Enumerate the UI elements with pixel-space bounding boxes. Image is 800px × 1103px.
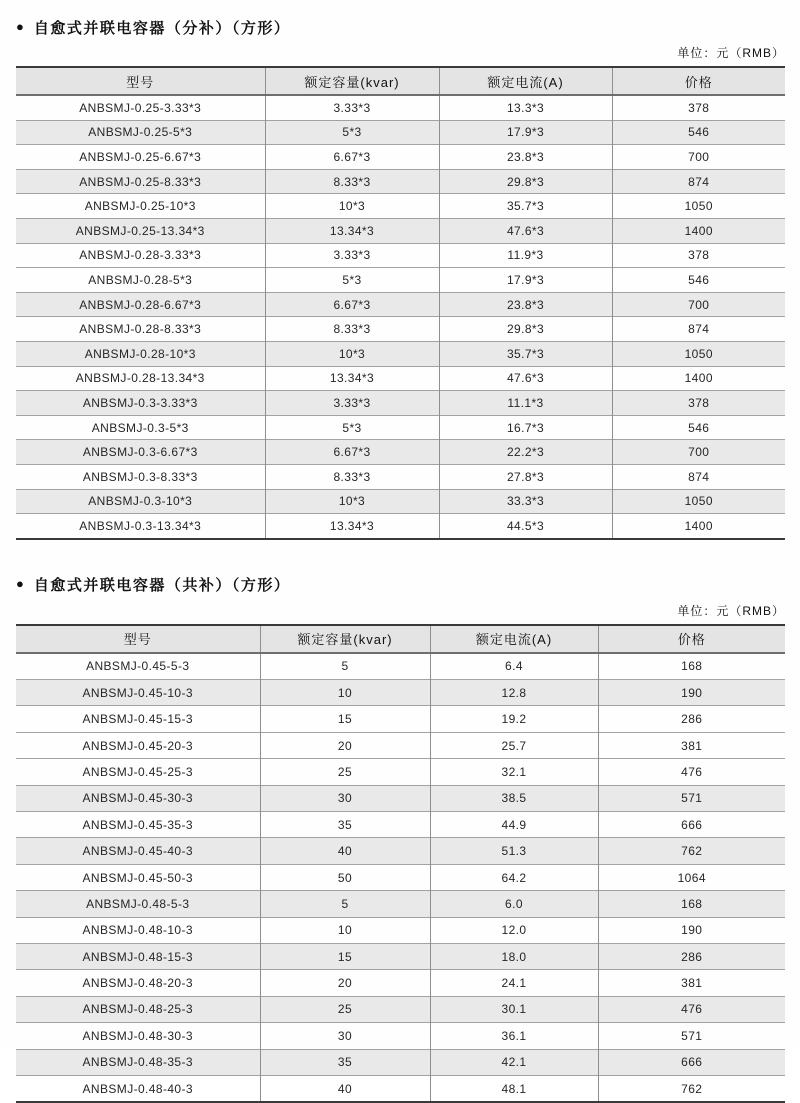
column-header-price: 价格 (598, 625, 785, 653)
price-cell: 381 (598, 732, 785, 758)
table-row (16, 391, 785, 416)
price-cell: 1400 (612, 218, 785, 243)
price-table-fenbu (16, 66, 785, 540)
price-cell: 286 (598, 706, 785, 732)
table-row (16, 891, 785, 917)
model-cell: ANBSMJ-0.3-3.33*3 (16, 391, 265, 416)
current-cell: 24.1 (430, 970, 598, 996)
model-cell: ANBSMJ-0.45-5-3 (86, 659, 190, 674)
current-cell: 23.8*3 (439, 145, 612, 170)
price-cell: 666 (598, 812, 785, 838)
price-cell: 874 (612, 464, 785, 489)
table-row (16, 943, 785, 969)
table-row (16, 415, 785, 440)
section-capacitor-fenbu (16, 17, 785, 540)
current-cell: 44.9 (430, 812, 598, 838)
capacity-cell: 5*3 (265, 120, 439, 145)
model-cell: ANBSMJ-0.45-20-3 (16, 732, 260, 758)
current-cell: 29.8*3 (439, 317, 612, 342)
current-cell: 44.5*3 (439, 514, 612, 539)
capacity-cell: 25 (260, 759, 430, 785)
price-cell: 700 (612, 440, 785, 465)
section-title: 自愈式并联电容器（分补）（方形） (33, 19, 291, 37)
model-cell: ANBSMJ-0.28-10*3 (16, 341, 265, 366)
price-cell: 700 (612, 292, 785, 317)
current-cell: 29.8*3 (439, 169, 612, 194)
table-row (16, 812, 785, 838)
model-cell: ANBSMJ-0.45-40-3 (16, 838, 260, 864)
section-capacitor-gongbu (16, 575, 785, 1103)
section-title-row (16, 17, 785, 37)
price-cell: 546 (612, 415, 785, 440)
capacity-cell: 6.67*3 (265, 145, 439, 170)
model-cell: ANBSMJ-0.25-6.67*3 (16, 145, 265, 170)
table-row (16, 680, 785, 706)
current-cell: 16.7*3 (439, 415, 612, 440)
table-row (16, 838, 785, 864)
capacity-cell: 35 (260, 1049, 430, 1075)
table-row (16, 996, 785, 1022)
capacity-cell: 15 (260, 943, 430, 969)
capacity-cell: 10 (260, 680, 430, 706)
current-cell: 23.8*3 (439, 292, 612, 317)
table-row (16, 917, 785, 943)
table-row (16, 653, 785, 680)
table-row (16, 706, 785, 732)
column-header-model: 型号 (16, 67, 265, 95)
model-cell: ANBSMJ-0.48-35-3 (16, 1049, 260, 1075)
bullet-icon: ● (16, 576, 24, 592)
capacity-cell: 5*3 (265, 415, 439, 440)
price-cell: 700 (612, 145, 785, 170)
capacity-cell: 15 (260, 706, 430, 732)
model-cell: ANBSMJ-0.25-3.33*3 (79, 100, 202, 115)
price-cell: 190 (598, 917, 785, 943)
column-header-price: 价格 (612, 67, 785, 95)
current-cell: 27.8*3 (439, 464, 612, 489)
model-cell: ANBSMJ-0.48-5-3 (16, 891, 260, 917)
price-cell: 762 (598, 1075, 785, 1102)
table-header-row (16, 67, 785, 95)
model-cell: ANBSMJ-0.3-8.33*3 (16, 464, 265, 489)
current-cell: 17.9*3 (439, 268, 612, 293)
table-row (16, 514, 785, 539)
price-cell: 381 (598, 970, 785, 996)
table-row (16, 243, 785, 268)
table-row (16, 317, 785, 342)
table-row (16, 464, 785, 489)
model-cell: ANBSMJ-0.3-10*3 (16, 489, 265, 514)
column-header-current: 额定电流(A) (439, 67, 612, 95)
current-cell: 19.2 (430, 706, 598, 732)
table-row (16, 292, 785, 317)
capacity-cell: 6.67*3 (265, 440, 439, 465)
current-cell: 12.8 (430, 680, 598, 706)
table-row (16, 95, 785, 120)
model-cell: ANBSMJ-0.45-10-3 (16, 680, 260, 706)
capacity-cell: 5 (260, 891, 430, 917)
current-cell: 11.1*3 (439, 391, 612, 416)
current-cell: 33.3*3 (439, 489, 612, 514)
price-cell: 874 (612, 169, 785, 194)
price-cell: 546 (612, 120, 785, 145)
price-cell: 1400 (612, 514, 785, 539)
price-cell: 874 (612, 317, 785, 342)
model-cell: ANBSMJ-0.28-13.34*3 (16, 366, 265, 391)
current-cell: 35.7*3 (439, 341, 612, 366)
table-row (16, 1075, 785, 1102)
capacity-cell: 3.33*3 (265, 391, 439, 416)
capacity-cell: 50 (260, 864, 430, 890)
table-row (16, 440, 785, 465)
capacity-cell: 13.34*3 (265, 514, 439, 539)
capacity-cell: 10*3 (265, 341, 439, 366)
current-cell: 36.1 (430, 1023, 598, 1049)
current-cell: 35.7*3 (439, 194, 612, 219)
price-cell: 1050 (612, 194, 785, 219)
section-title: 自愈式并联电容器（共补）（方形） (33, 577, 291, 595)
unit-label: 单位：元（RMB） (677, 603, 785, 618)
current-cell: 47.6*3 (439, 366, 612, 391)
capacity-cell: 20 (260, 732, 430, 758)
capacity-cell: 20 (260, 970, 430, 996)
table-row (16, 120, 785, 145)
price-cell: 378 (612, 391, 785, 416)
price-cell: 190 (598, 680, 785, 706)
model-cell: ANBSMJ-0.48-15-3 (16, 943, 260, 969)
price-cell: 546 (612, 268, 785, 293)
table-row (16, 1049, 785, 1075)
model-cell: ANBSMJ-0.45-30-3 (16, 785, 260, 811)
bullet-icon: ● (16, 18, 24, 34)
current-cell: 38.5 (430, 785, 598, 811)
table-header-row (16, 625, 785, 653)
capacity-cell: 30 (260, 785, 430, 811)
capacity-cell: 8.33*3 (265, 169, 439, 194)
table-row (16, 864, 785, 890)
table-row (16, 341, 785, 366)
model-cell: ANBSMJ-0.48-30-3 (16, 1023, 260, 1049)
model-cell: ANBSMJ-0.45-15-3 (16, 706, 260, 732)
current-cell: 48.1 (430, 1075, 598, 1102)
current-cell: 47.6*3 (439, 218, 612, 243)
price-cell: 1050 (612, 489, 785, 514)
capacity-cell: 5 (260, 653, 430, 680)
capacity-cell: 25 (260, 996, 430, 1022)
current-cell: 12.0 (430, 917, 598, 943)
price-cell: 666 (598, 1049, 785, 1075)
current-cell: 25.7 (430, 732, 598, 758)
column-header-model: 型号 (16, 625, 260, 653)
current-cell: 64.2 (430, 864, 598, 890)
capacity-cell: 35 (260, 812, 430, 838)
model-cell: ANBSMJ-0.25-10*3 (16, 194, 265, 219)
model-cell: ANBSMJ-0.28-3.33*3 (16, 243, 265, 268)
price-cell: 1064 (598, 864, 785, 890)
capacity-cell: 10 (260, 917, 430, 943)
model-cell: ANBSMJ-0.3-6.67*3 (16, 440, 265, 465)
capacity-cell: 8.33*3 (265, 464, 439, 489)
column-header-current: 额定电流(A) (430, 625, 598, 653)
table-row (16, 732, 785, 758)
price-cell: 1400 (612, 366, 785, 391)
price-table-gongbu (16, 624, 785, 1103)
price-cell: 476 (598, 996, 785, 1022)
model-cell: ANBSMJ-0.3-5*3 (16, 415, 265, 440)
price-cell: 476 (598, 759, 785, 785)
model-cell: ANBSMJ-0.45-25-3 (16, 759, 260, 785)
price-cell: 168 (598, 653, 785, 680)
price-cell: 378 (612, 243, 785, 268)
capacity-cell: 8.33*3 (265, 317, 439, 342)
table-row (16, 970, 785, 996)
current-cell: 51.3 (430, 838, 598, 864)
current-cell: 42.1 (430, 1049, 598, 1075)
capacity-cell: 6.67*3 (265, 292, 439, 317)
current-cell: 32.1 (430, 759, 598, 785)
model-cell: ANBSMJ-0.45-50-3 (16, 864, 260, 890)
model-cell: ANBSMJ-0.25-8.33*3 (16, 169, 265, 194)
section-title-row (16, 575, 785, 595)
table-row (16, 218, 785, 243)
current-cell: 18.0 (430, 943, 598, 969)
table-row (16, 489, 785, 514)
price-cell: 378 (612, 95, 785, 120)
model-cell: ANBSMJ-0.48-20-3 (16, 970, 260, 996)
table-row (16, 145, 785, 170)
current-cell: 22.2*3 (439, 440, 612, 465)
table-row (16, 759, 785, 785)
capacity-cell: 40 (260, 838, 430, 864)
capacity-cell: 30 (260, 1023, 430, 1049)
price-cell: 571 (598, 785, 785, 811)
capacity-cell: 3.33*3 (265, 243, 439, 268)
capacity-cell: 10*3 (265, 194, 439, 219)
table-row (16, 268, 785, 293)
column-header-capacity: 额定容量(kvar) (260, 625, 430, 653)
column-header-capacity: 额定容量(kvar) (265, 67, 439, 95)
table-row (16, 169, 785, 194)
price-cell: 762 (598, 838, 785, 864)
capacity-cell: 13.34*3 (265, 218, 439, 243)
current-cell: 6.4 (430, 653, 598, 680)
capacity-cell: 40 (260, 1075, 430, 1102)
capacity-cell: 3.33*3 (265, 95, 439, 120)
current-cell: 30.1 (430, 996, 598, 1022)
table-row (16, 785, 785, 811)
capacity-cell: 5*3 (265, 268, 439, 293)
price-cell: 1050 (612, 341, 785, 366)
current-cell: 11.9*3 (439, 243, 612, 268)
model-cell: ANBSMJ-0.48-25-3 (16, 996, 260, 1022)
current-cell: 6.0 (430, 891, 598, 917)
price-cell: 571 (598, 1023, 785, 1049)
current-cell: 13.3*3 (439, 95, 612, 120)
model-cell: ANBSMJ-0.25-5*3 (16, 120, 265, 145)
model-cell: ANBSMJ-0.3-13.34*3 (16, 514, 265, 539)
model-cell: ANBSMJ-0.48-40-3 (16, 1075, 260, 1102)
price-cell: 286 (598, 943, 785, 969)
unit-label: 单位：元（RMB） (677, 46, 785, 60)
table-row (16, 1023, 785, 1049)
capacity-cell: 10*3 (265, 489, 439, 514)
model-cell: ANBSMJ-0.28-5*3 (16, 268, 265, 293)
table-row (16, 366, 785, 391)
model-cell: ANBSMJ-0.45-35-3 (16, 812, 260, 838)
current-cell: 17.9*3 (439, 120, 612, 145)
capacity-cell: 13.34*3 (265, 366, 439, 391)
model-cell: ANBSMJ-0.48-10-3 (16, 917, 260, 943)
model-cell: ANBSMJ-0.25-13.34*3 (16, 218, 265, 243)
table-row (16, 194, 785, 219)
model-cell: ANBSMJ-0.28-6.67*3 (16, 292, 265, 317)
price-cell: 168 (598, 891, 785, 917)
model-cell: ANBSMJ-0.28-8.33*3 (16, 317, 265, 342)
